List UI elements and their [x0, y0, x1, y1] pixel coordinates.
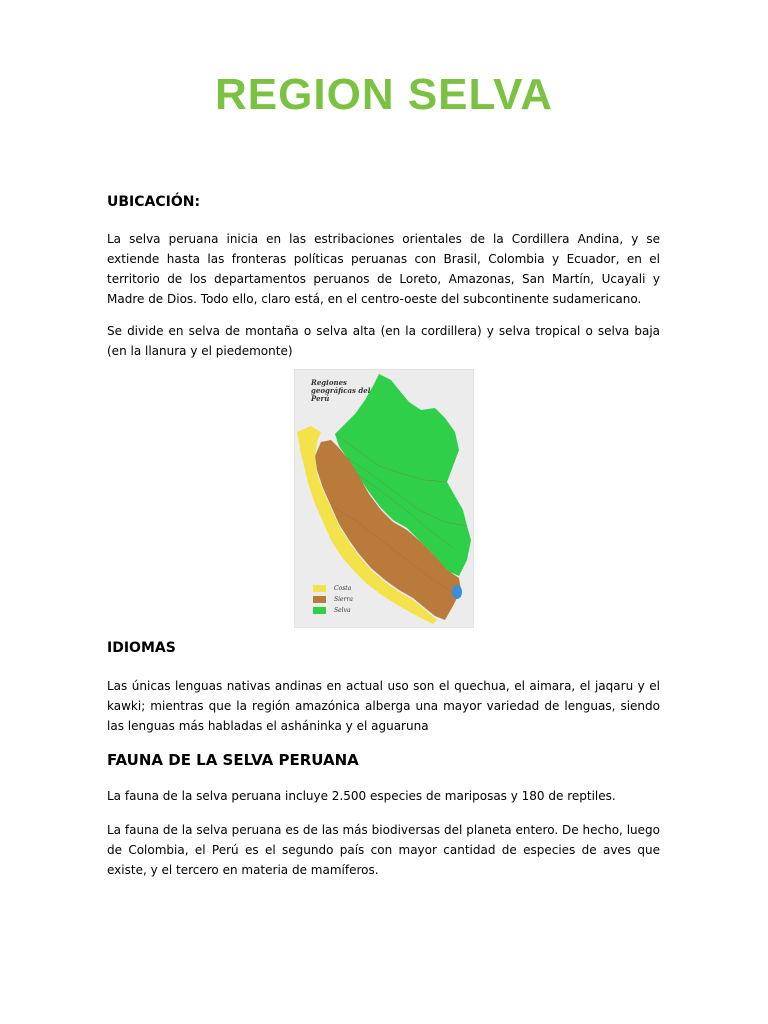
idiomas-paragraph-1: Las únicas lenguas nativas andinas en actual uso son el quechua, el aimara, el jaqaru y el kawki; mientras que la región amazónica alberga una mayor variedad de lenguas, siendo las lenguas más habladas el asháninka y el aguaruna [107, 679, 660, 733]
legend-item-sierra [313, 594, 353, 604]
legend-item-costa [313, 583, 353, 593]
map-legend [313, 583, 353, 616]
idiomas-heading: IDIOMAS [107, 640, 176, 656]
legend-label-selva: Selva [334, 606, 351, 614]
legend-label-costa: Costa [334, 584, 352, 592]
legend-item-selva [313, 605, 353, 615]
lake-titicaca [452, 585, 462, 599]
page-title: REGION SELVA [215, 70, 553, 119]
fauna-heading: FAUNA DE LA SELVA PERUANA [107, 751, 359, 769]
ubicacion-paragraph-2: Se divide en selva de montaña o selva alta (en la cordillera) y selva tropical o selva baja (en la llanura y el piedemonte) [107, 324, 660, 358]
map-title: Regiones geográficas del Perú [311, 378, 371, 403]
ubicacion-heading: UBICACIÓN: [107, 194, 201, 210]
peru-regions-map [294, 369, 474, 628]
legend-swatch-sierra [313, 596, 326, 603]
legend-swatch-costa [313, 585, 326, 592]
fauna-paragraph-2: La fauna de la selva peruana es de las más biodiversas del planeta entero. De hecho, luego de Colombia, el Perú es el segundo país con mayor cantidad de especies de aves que existe, y el tercero en materia de mamíferos. [107, 823, 660, 877]
fauna-paragraph-1: La fauna de la selva peruana incluye 2.500 especies de mariposas y 180 de reptiles. [107, 789, 616, 803]
legend-swatch-selva [313, 607, 326, 614]
ubicacion-paragraph-1: La selva peruana inicia en las estribaciones orientales de la Cordillera Andina, y se extiende hasta las fronteras políticas peruanas con Brasil, Colombia y Ecuador, en el territorio de los departamentos peruanos de Loreto, Amazonas, San Martín, Ucayali y Madre de Dios. Todo ello, claro está, en el centro-oeste del subcontinente sudamericano. [107, 232, 660, 306]
legend-label-sierra: Sierra [334, 595, 353, 603]
